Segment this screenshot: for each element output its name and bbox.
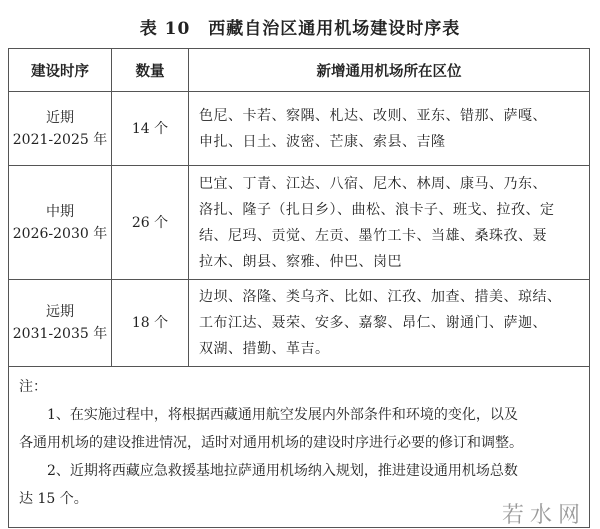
table-row — [9, 166, 590, 280]
phase-name: 近期 — [46, 109, 74, 126]
table-title: 表 10 西藏自治区通用机场建设时序表 — [139, 19, 461, 39]
locations-cell — [189, 166, 590, 280]
note-2-cont: 达 15 个。 — [19, 491, 88, 507]
phase-years: 2026-2030 年 — [12, 225, 108, 242]
count-cell: 18 个 — [112, 280, 189, 367]
locations-line: 洛扎、隆子（扎日乡）、曲松、浪卡子、班戈、拉孜、定 — [199, 201, 555, 218]
watermark: 若水网 — [501, 503, 586, 528]
locations-line: 拉木、朗县、察雅、仲巴、岗巴 — [199, 253, 402, 270]
locations-line: 色尼、卡若、察隅、札达、改则、亚东、错那、萨嘎、 — [199, 107, 547, 124]
airport-schedule-table — [8, 48, 590, 528]
locations-line: 边坝、洛隆、类乌齐、比如、江孜、加查、措美、琼结、 — [199, 289, 562, 305]
locations-cell — [189, 280, 590, 367]
locations-line: 巴宜、丁青、江达、八宿、尼木、林周、康马、乃东、 — [199, 175, 547, 192]
phase-cell — [9, 280, 112, 367]
phase-name: 中期 — [46, 203, 74, 220]
locations-line: 结、尼玛、贡觉、左贡、墨竹工卡、当雄、桑珠孜、聂 — [199, 227, 547, 244]
phase-cell — [9, 92, 112, 166]
locations-cell — [189, 92, 590, 166]
count-cell: 26 个 — [112, 166, 189, 280]
phase-name: 远期 — [46, 304, 74, 320]
note-1: 1、在实施过程中，将根据西藏通用航空发展内外部条件和环境的变化，以及 — [47, 407, 518, 423]
locations-line: 双湖、措勤、革吉。 — [199, 341, 330, 357]
table-row — [9, 280, 590, 367]
header-phase: 建设时序 — [9, 49, 112, 92]
header-row — [9, 49, 590, 92]
table-row — [9, 92, 590, 166]
phase-cell — [9, 166, 112, 280]
header-locations: 新增通用机场所在区位 — [189, 49, 590, 92]
note-1-cont: 各通用机场的建设推进情况，适时对通用机场的建设时序进行必要的修订和调整。 — [19, 435, 523, 451]
phase-years: 2031-2035 年 — [12, 326, 108, 342]
locations-line: 工布江达、聂荣、安多、嘉黎、昂仁、谢通门、萨迦、 — [199, 315, 547, 331]
notes-label: 注： — [19, 379, 47, 395]
locations-line: 申扎、日土、波密、芒康、索县、吉隆 — [199, 133, 446, 150]
count-cell: 14 个 — [112, 92, 189, 166]
header-count: 数量 — [112, 49, 189, 92]
note-2: 2、近期将西藏应急救援基地拉萨通用机场纳入规划，推进建设通用机场总数 — [47, 463, 518, 479]
phase-years: 2021-2025 年 — [12, 131, 108, 148]
